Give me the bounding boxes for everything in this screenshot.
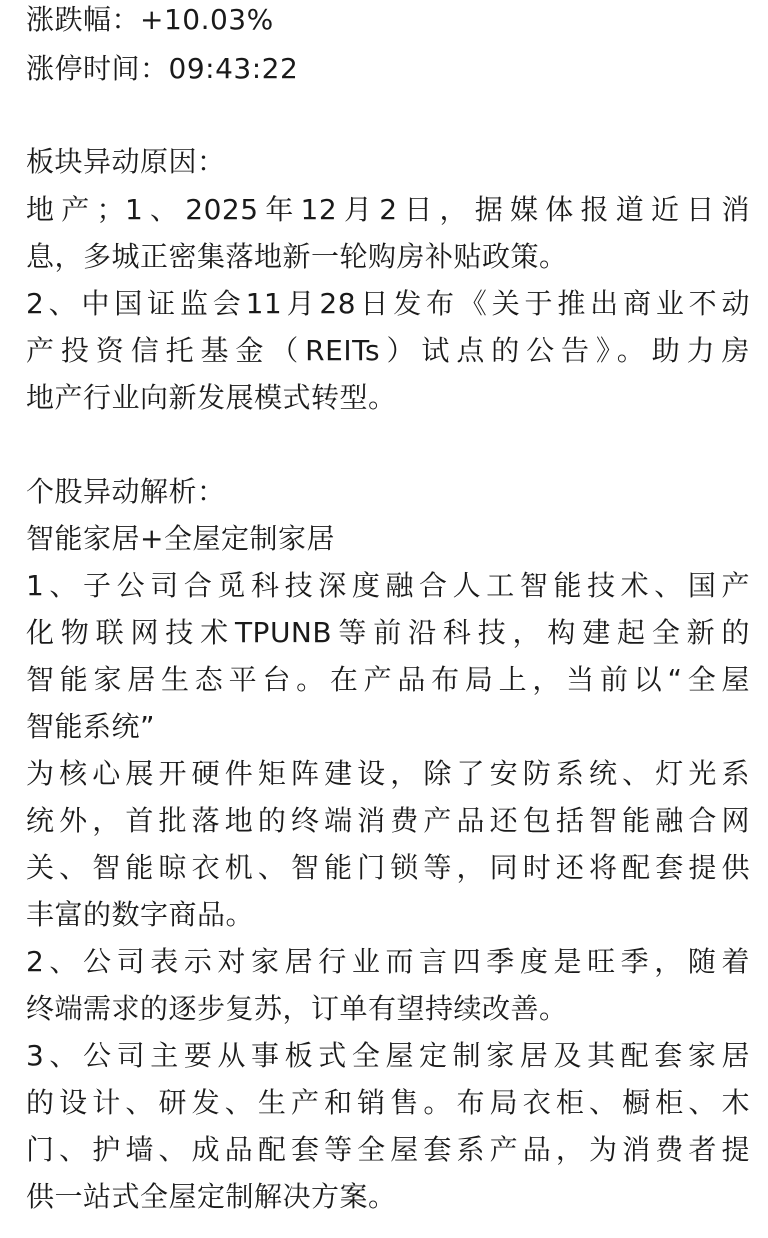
paragraph-line: 门、护墙、成品配套等全屋套系产品，为消费者提 — [26, 1133, 750, 1166]
paragraph-line: 为核心展开硬件矩阵建设，除了安防系统、灯光系 — [26, 757, 750, 790]
limit-up-time-line: 涨停时间：09:43:22 — [26, 52, 299, 85]
paragraph-line: 统外，首批落地的终端消费产品还包括智能融合网 — [26, 804, 750, 837]
change-percent-line: 涨跌幅：+10.03% — [26, 3, 274, 36]
paragraph-line: 地产行业向新发展模式转型。 — [26, 381, 397, 414]
paragraph-line: 3、公司主要从事板式全屋定制家居及其配套家居 — [26, 1039, 750, 1072]
sector-reason-heading: 板块异动原因： — [26, 145, 226, 178]
paragraph-line: 的设计、研发、生产和销售。布局衣柜、橱柜、木 — [26, 1086, 750, 1119]
paragraph-line: 终端需求的逐步复苏，订单有望持续改善。 — [26, 992, 568, 1025]
paragraph-line: 地产；1、2025年12月2日，据媒体报道近日消 — [26, 193, 750, 226]
paragraph-line: 2、中国证监会11月28日发布《关于推出商业不动 — [26, 287, 750, 320]
paragraph-line: 1、子公司合觅科技深度融合人工智能技术、国产 — [26, 569, 750, 602]
paragraph-line: 关、智能晾衣机、智能门锁等，同时还将配套提供 — [26, 851, 750, 884]
paragraph-line: 智能家居生态平台。在产品布局上，当前以“全屋 — [26, 663, 750, 696]
paragraph-line: 化物联网技术TPUNB等前沿科技，构建起全新的 — [26, 616, 750, 649]
paragraph-line: 产投资信托基金（REITs）试点的公告》。助力房 — [26, 334, 750, 367]
paragraph-line: 智能系统” — [26, 710, 156, 743]
stock-analysis-heading: 个股异动解析： — [26, 475, 226, 508]
paragraph-line: 2、公司表示对家居行业而言四季度是旺季，随着 — [26, 945, 750, 978]
theme-line: 智能家居+全屋定制家居 — [26, 522, 335, 555]
paragraph-line: 息，多城正密集落地新一轮购房补贴政策。 — [26, 240, 568, 273]
paragraph-line: 丰富的数字商品。 — [26, 898, 255, 931]
paragraph-line: 供一站式全屋定制解决方案。 — [26, 1180, 397, 1213]
